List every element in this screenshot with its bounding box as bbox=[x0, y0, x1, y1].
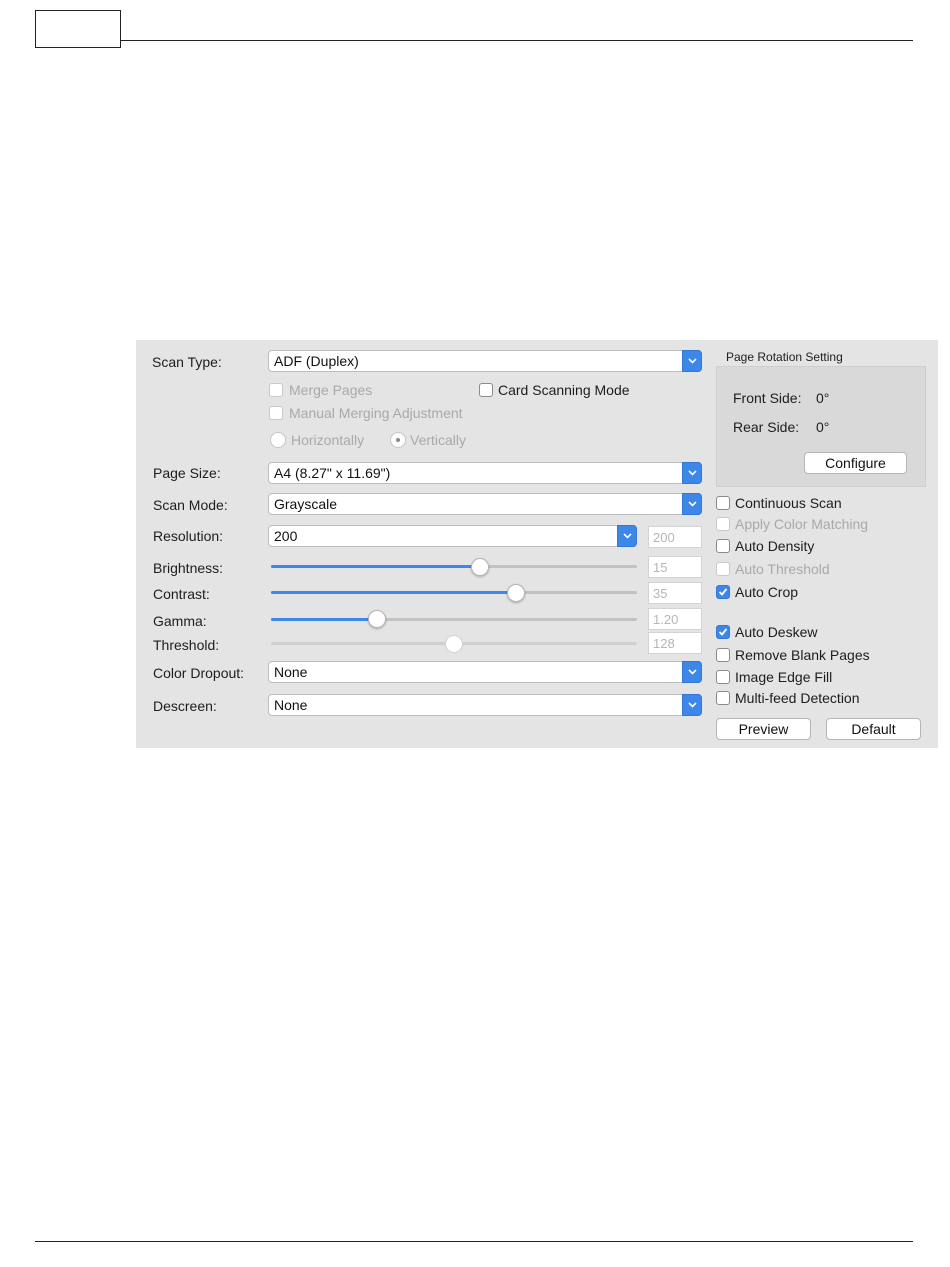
merge-pages-label: Merge Pages bbox=[289, 382, 373, 398]
scan-mode-label: Scan Mode: bbox=[153, 497, 228, 513]
scan-type-value: ADF (Duplex) bbox=[274, 353, 359, 369]
descreen-value: None bbox=[274, 697, 308, 713]
contrast-input[interactable]: 35 bbox=[648, 582, 702, 604]
merge-pages-checkbox[interactable] bbox=[269, 383, 283, 397]
remove-blank-pages-label: Remove Blank Pages bbox=[735, 647, 870, 663]
image-edge-fill-checkbox[interactable] bbox=[716, 670, 730, 684]
continuous-scan-checkbox[interactable] bbox=[716, 496, 730, 510]
header-rule bbox=[121, 40, 913, 41]
gamma-slider[interactable] bbox=[271, 618, 637, 621]
auto-deskew-checkbox[interactable] bbox=[716, 625, 730, 639]
rear-side-label: Rear Side: bbox=[733, 419, 800, 435]
chevron-down-icon bbox=[682, 350, 702, 372]
brightness-slider[interactable] bbox=[271, 565, 637, 568]
scan-type-label: Scan Type: bbox=[152, 354, 222, 370]
resolution-label: Resolution: bbox=[153, 528, 224, 544]
brightness-slider-knob[interactable] bbox=[471, 558, 489, 576]
brightness-input[interactable]: 15 bbox=[648, 556, 702, 578]
page-size-value: A4 (8.27" x 11.69") bbox=[274, 465, 391, 481]
auto-threshold-label: Auto Threshold bbox=[735, 561, 830, 577]
continuous-scan-label: Continuous Scan bbox=[735, 495, 842, 511]
vertically-radio[interactable] bbox=[390, 432, 406, 448]
scan-mode-value: Grayscale bbox=[274, 496, 338, 512]
vertically-label: Vertically bbox=[410, 432, 467, 448]
auto-crop-label: Auto Crop bbox=[735, 584, 799, 600]
remove-blank-pages-checkbox[interactable] bbox=[716, 648, 730, 662]
gamma-slider-knob[interactable] bbox=[368, 610, 386, 628]
auto-threshold-checkbox[interactable] bbox=[716, 562, 730, 576]
brightness-slider-fill bbox=[271, 565, 480, 568]
gamma-input[interactable]: 1.20 bbox=[648, 608, 702, 630]
chevron-down-icon bbox=[682, 694, 702, 716]
page-rotation-title: Page Rotation Setting bbox=[726, 350, 843, 364]
threshold-label: Threshold: bbox=[153, 637, 220, 653]
descreen-label: Descreen: bbox=[153, 698, 217, 714]
configure-button[interactable]: Configure bbox=[804, 452, 907, 474]
apply-color-matching-checkbox[interactable] bbox=[716, 517, 730, 531]
manual-merging-label: Manual Merging Adjustment bbox=[289, 405, 463, 421]
rear-side-value: 0° bbox=[816, 419, 830, 435]
brightness-label: Brightness: bbox=[153, 560, 224, 576]
apply-color-matching-label: Apply Color Matching bbox=[735, 516, 869, 532]
default-button[interactable]: Default bbox=[826, 718, 921, 740]
image-edge-fill-label: Image Edge Fill bbox=[735, 669, 833, 685]
color-dropout-value: None bbox=[274, 664, 308, 680]
multifeed-detection-checkbox[interactable] bbox=[716, 691, 730, 705]
checkmark-icon bbox=[718, 587, 728, 597]
color-dropout-label: Color Dropout: bbox=[153, 665, 245, 681]
chevron-down-icon bbox=[682, 462, 702, 484]
resolution-value: 200 bbox=[274, 528, 298, 544]
card-scanning-mode-checkbox[interactable] bbox=[479, 383, 493, 397]
page-size-label: Page Size: bbox=[153, 465, 221, 481]
page-number-box bbox=[35, 10, 121, 48]
auto-deskew-label: Auto Deskew bbox=[735, 624, 818, 640]
descreen-select[interactable] bbox=[268, 694, 702, 716]
card-scanning-mode-label: Card Scanning Mode bbox=[498, 382, 630, 398]
multifeed-detection-label: Multi-feed Detection bbox=[735, 690, 860, 706]
resolution-select[interactable] bbox=[268, 525, 637, 547]
auto-density-label: Auto Density bbox=[735, 538, 815, 554]
chevron-down-icon bbox=[682, 493, 702, 515]
manual-merging-checkbox[interactable] bbox=[269, 406, 283, 420]
preview-button[interactable]: Preview bbox=[716, 718, 811, 740]
gamma-slider-fill bbox=[271, 618, 377, 621]
checkmark-icon bbox=[718, 627, 728, 637]
threshold-slider-knob[interactable] bbox=[445, 635, 463, 653]
chevron-down-icon bbox=[617, 525, 637, 547]
scan-type-select[interactable] bbox=[268, 350, 702, 372]
scan-mode-select[interactable] bbox=[268, 493, 702, 515]
contrast-slider[interactable] bbox=[271, 591, 637, 594]
auto-crop-checkbox[interactable] bbox=[716, 585, 730, 599]
page-size-select[interactable] bbox=[268, 462, 702, 484]
contrast-slider-fill bbox=[271, 591, 516, 594]
auto-density-checkbox[interactable] bbox=[716, 539, 730, 553]
horizontally-radio[interactable] bbox=[270, 432, 286, 448]
chevron-down-icon bbox=[682, 661, 702, 683]
horizontally-label: Horizontally bbox=[291, 432, 365, 448]
front-side-value: 0° bbox=[816, 390, 830, 406]
footer-rule bbox=[35, 1241, 913, 1242]
front-side-label: Front Side: bbox=[733, 390, 802, 406]
color-dropout-select[interactable] bbox=[268, 661, 702, 683]
gamma-label: Gamma: bbox=[153, 613, 207, 629]
radio-selected-dot bbox=[396, 438, 400, 442]
contrast-label: Contrast: bbox=[153, 586, 210, 602]
threshold-input[interactable]: 128 bbox=[648, 632, 702, 654]
resolution-input[interactable]: 200 bbox=[648, 526, 702, 548]
